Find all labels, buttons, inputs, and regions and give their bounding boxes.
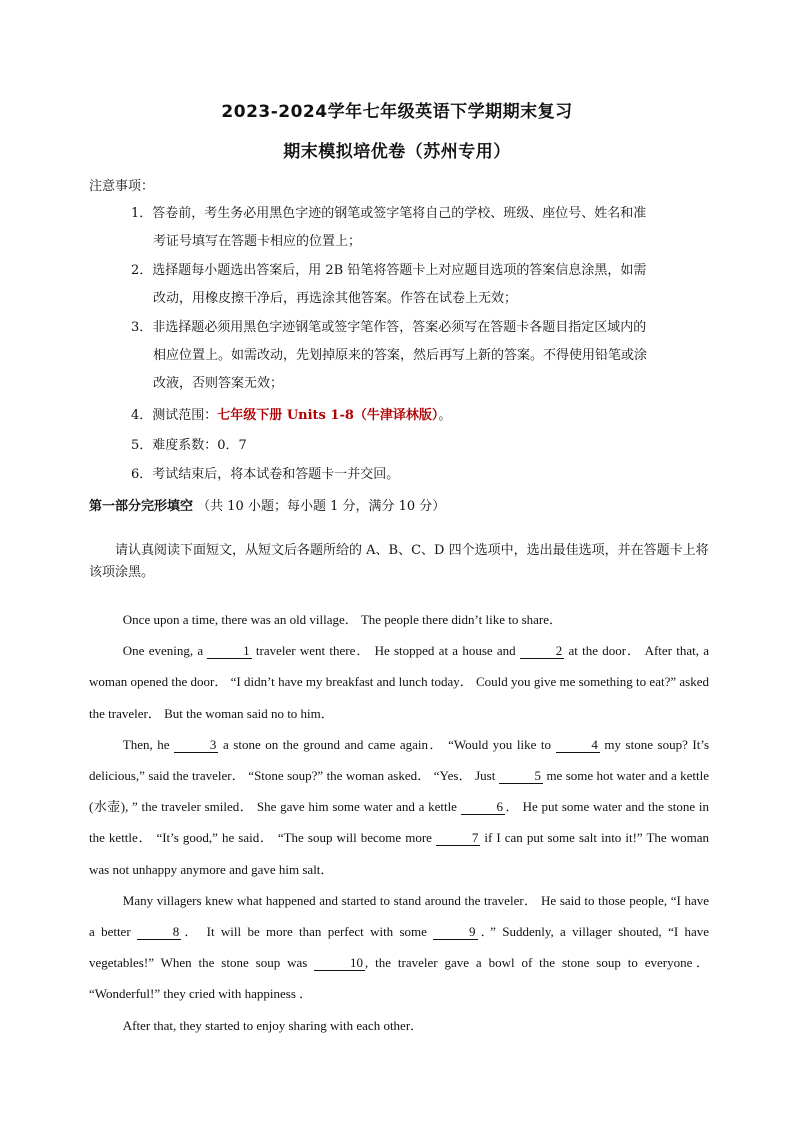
notice-heading: 注意事项： — [89, 179, 155, 194]
notice-item-4: 4．测试范围：七年级下册 Units 1-8（牛津译林版）。 — [131, 408, 452, 423]
section-heading — [89, 495, 445, 514]
section-detail: （共 10 小题；每小题 1 分，满分 10 分） — [197, 499, 446, 514]
page-subtitle: 期末模拟培优卷（苏州专用） — [283, 142, 511, 162]
blank-10: 10 — [314, 956, 365, 971]
passage-paragraph: After that, they started to enjoy sharing with each other． — [122, 1017, 424, 1033]
passage-paragraph: Once upon a time, there was an old village． The people there didn’t like to share． — [122, 612, 563, 627]
section-instruction: 请认真阅读下面短文，从短文后各题所给的 A、B、C、D 四个选项中，选出最佳选项，并在答题卡上将该项涂黑。 — [89, 543, 709, 580]
blank-6: 6 — [461, 800, 505, 815]
blank-2: 2 — [520, 644, 564, 659]
blank-4: 4 — [556, 738, 600, 753]
cloze-passage — [89, 604, 709, 1041]
notice-item-5: 5．难度系数：0．7 — [131, 438, 247, 453]
page-title: 2023-2024学年七年级英语下学期期末复习 — [221, 102, 573, 122]
passage-paragraph: One evening, a 1 traveler went there． He stopped at a house and 2 at the door． After that, a woman opened the door． “I didn’t have my breakfast and lunch today． Could you give me something to eat?” asked the traveler． But the woman said no to him． — [89, 643, 710, 721]
test-scope: 七年级下册 Units 1-8（牛津译林版） — [217, 408, 439, 423]
notice-item-2: 2．选择题每小题选出答案后，用 2B 铅笔将答题卡上对应题目选项的答案信息涂黑，如需 改动，用橡皮擦干净后，再选涂其他答案。作答在试卷上无效； — [131, 263, 647, 306]
notice-item-1: 1．答卷前，考生务必用黑色字迹的钢笔或签字笔将自己的学校、班级、座位号、姓名和准 考证号填写在答题卡相应的位置上； — [131, 206, 647, 249]
blank-7: 7 — [436, 831, 480, 846]
blank-3: 3 — [174, 738, 218, 753]
blank-1: 1 — [207, 644, 251, 659]
notice-item-3: 3．非选择题必须用黑色字迹钢笔或签字笔作答，答案必须写在答题卡各题目指定区域内的 相应位置上。如需改动，先划掉原来的答案，然后再写上新的答案。不得使用铅笔或涂 改液，否则答案无效； — [131, 320, 648, 391]
blank-9: 9 — [433, 925, 477, 940]
passage-paragraph: Then, he 3 a stone on the ground and came again． “Would you like to 4 my stone soup? It’s delicious,” said the traveler． “Stone soup?” the woman asked． “Yes． Just 5 me some hot water and a kettle (水壶), ” the traveler smiled． She gave him some water and a kettle 6 ． He put some water and the stone in the kettle． “It’s good,” he said． “The soup will become more 7 if I can put some salt into it!” The woman was not unhappy anymore and gave him salt． — [89, 736, 710, 877]
blank-8: 8 — [137, 925, 181, 940]
notice-item-6: 6．考试结束后，将本试卷和答题卡一并交回。 — [131, 467, 400, 482]
passage-paragraph: Many villagers knew what happened and started to stand around the traveler． He said to those people, “I have a better 8 ． It will be more than perfect with some 9 ．” Suddenly, a villager shouted, “I have vegetables!” When the stone soup was 10 , the traveler gave a bowl of the stone soup to everyone． “Wonderful!” they cried with happiness ． — [89, 892, 710, 1002]
blank-5: 5 — [499, 769, 543, 784]
section-title: 第一部分完形填空 — [89, 499, 194, 514]
